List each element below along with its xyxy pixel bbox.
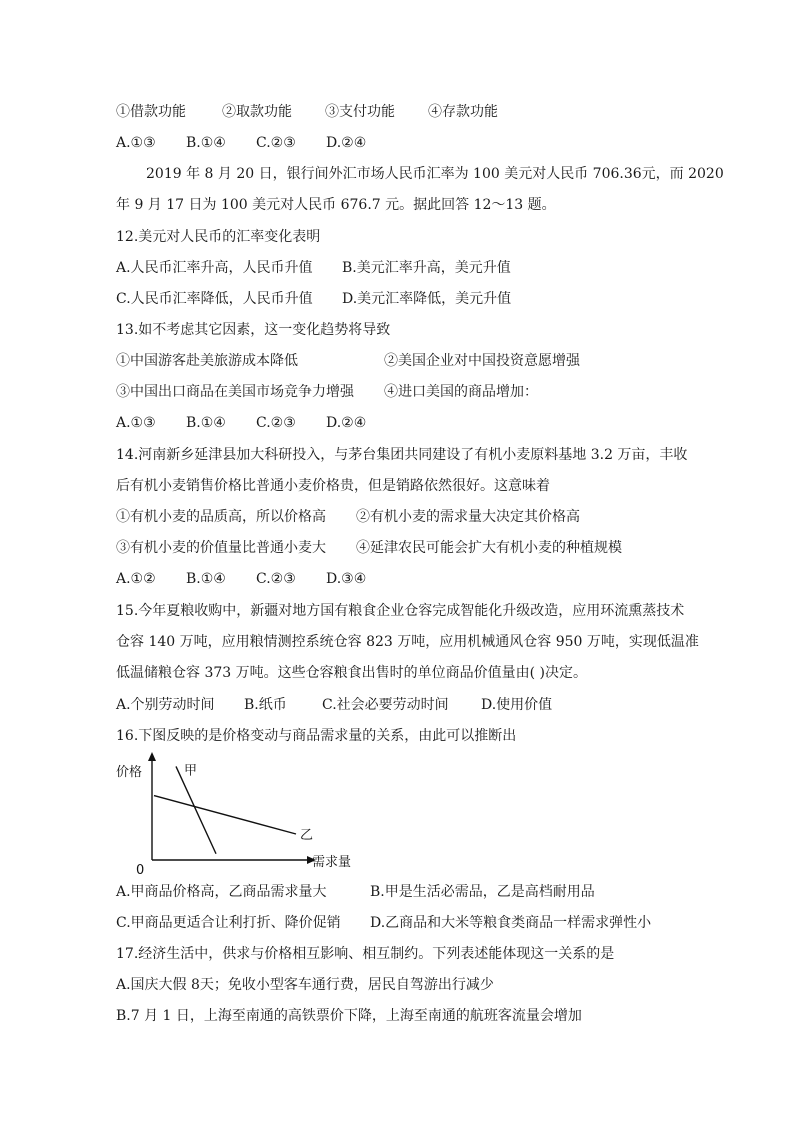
q13-option: B.①④ xyxy=(186,415,226,431)
q13-item: ④进口美国的商品增加： xyxy=(384,384,538,400)
q14-option: A.①② xyxy=(116,571,156,587)
q14-option: B.①④ xyxy=(186,571,226,587)
q14-options xyxy=(116,569,396,589)
price-demand-chart xyxy=(116,752,376,877)
q16-option: A.甲商品价格高，乙商品需求量大 xyxy=(116,884,327,900)
q15-option: A.个别劳动时间 xyxy=(116,697,215,713)
q14-item: ①有机小麦的品质高，所以价格高 xyxy=(116,509,326,525)
q14-option: D.③④ xyxy=(326,571,367,587)
q11-options xyxy=(116,133,396,153)
q11-option: B.①④ xyxy=(186,135,226,151)
series-label-1: 乙 xyxy=(300,828,314,843)
q15-stem: 15.今年夏粮收购中，新疆对地方国有粮食企业仓容完成智能化升级改造，应用环流熏蒸技术 xyxy=(116,603,685,619)
q15-option: D.使用价值 xyxy=(481,697,553,713)
q14-option: C.②③ xyxy=(256,571,296,587)
q12-option: C.人民币汇率降低，人民币升值 xyxy=(116,291,313,307)
q15-options xyxy=(116,695,552,715)
q14-stem: 14.河南新乡延津县加大科研投入，与茅台集团共同建设了有机小麦原料基地 3.2 万亩，丰收 xyxy=(116,447,688,463)
q14-stem: 后有机小麦销售价格比普通小麦价格贵，但是销路依然很好。这意味着 xyxy=(116,478,550,494)
q16-options-row2 xyxy=(116,913,651,933)
q11-option: A.①③ xyxy=(116,135,156,151)
y-axis-arrow xyxy=(148,752,156,761)
q11-option: D.②④ xyxy=(326,135,367,151)
q16-option: D.乙商品和大米等粮食类商品一样需求弹性小 xyxy=(370,915,652,931)
q15-stem: 低温储粮仓容 373 万吨。这些仓容粮食出售时的单位商品价值量由( )决定。 xyxy=(116,665,587,681)
q13-stem: 13.如不考虑其它因素，这一变化趋势将导致 xyxy=(116,322,391,338)
q13-item: ②美国企业对中国投资意愿增强 xyxy=(384,353,580,369)
q13-item: ①中国游客赴美旅游成本降低 xyxy=(116,353,298,369)
q12-options-row2 xyxy=(116,289,511,309)
q15-stem: 仓容 140 万吨，应用粮情测控系统仓容 823 万吨，应用机械通风仓容 950 万吨，实现低温准 xyxy=(116,634,699,650)
q12-options-row1 xyxy=(116,258,511,278)
q14-items-row2 xyxy=(116,538,622,558)
y-axis-label: 价格 xyxy=(116,765,143,780)
q11-item: ③支付功能 xyxy=(325,104,395,120)
q11-option: C.②③ xyxy=(256,135,296,151)
q13-option: D.②④ xyxy=(326,415,367,431)
q12-option: D.美元汇率降低，美元升值 xyxy=(342,291,512,307)
passage-line: 2019 年 8 月 20 日，银行间外汇市场人民币汇率为 100 美元对人民币 706.36元，而 2020 xyxy=(146,166,724,182)
q15-option: C.社会必要劳动时间 xyxy=(322,697,449,713)
q16-options-row1 xyxy=(116,882,595,902)
q11-item: ①借款功能 xyxy=(116,104,186,120)
q13-items-row1 xyxy=(116,351,580,371)
q14-item: ③有机小麦的价值量比普通小麦大 xyxy=(116,540,326,556)
series-layer xyxy=(154,763,313,853)
q16-option: C.甲商品更适合让利打折、降价促销 xyxy=(116,915,341,931)
q14-item: ②有机小麦的需求量大决定其价格高 xyxy=(356,509,580,525)
series-line-1 xyxy=(154,796,296,834)
q13-items-row2 xyxy=(116,382,538,402)
q13-option: C.②③ xyxy=(256,415,296,431)
q16-stem: 16.下图反映的是价格变动与商品需求量的关系，由此可以推断出 xyxy=(116,728,517,744)
series-label-0: 甲 xyxy=(184,763,198,779)
q12-option: B.美元汇率升高，美元升值 xyxy=(342,260,511,276)
q16-option: B.甲是生活必需品，乙是高档耐用品 xyxy=(370,884,595,900)
q12-stem: 12.美元对人民币的汇率变化表明 xyxy=(116,229,321,245)
q14-item: ④延津农民可能会扩大有机小麦的种植规模 xyxy=(356,540,622,556)
origin-label: 0 xyxy=(136,863,145,877)
q17-option: A.国庆大假 8天；免收小型客车通行费，居民自驾游出行减少 xyxy=(116,977,494,993)
q11-items xyxy=(116,102,568,122)
q13-option: A.①③ xyxy=(116,415,156,431)
q14-items-row1 xyxy=(116,507,580,527)
q11-item: ④存款功能 xyxy=(428,104,498,120)
passage-line: 年 9 月 17 日为 100 美元对人民币 676.7 元。据此回答 12～13 题。 xyxy=(116,197,556,213)
x-axis-label: 需求量 xyxy=(312,855,352,870)
q17-option: B.7 月 1 日，上海至南通的高铁票价下降，上海至南通的航班客流量会增加 xyxy=(116,1008,582,1024)
q13-options xyxy=(116,413,396,433)
q12-option: A.人民币汇率升高，人民币升值 xyxy=(116,260,313,276)
q15-option: B.纸币 xyxy=(244,697,287,713)
q13-item: ③中国出口商品在美国市场竞争力增强 xyxy=(116,384,354,400)
q17-stem: 17.经济生活中，供求与价格相互影响、相互制约。下列表述能体现这一关系的是 xyxy=(116,946,615,962)
q11-item: ②取款功能 xyxy=(222,104,292,120)
